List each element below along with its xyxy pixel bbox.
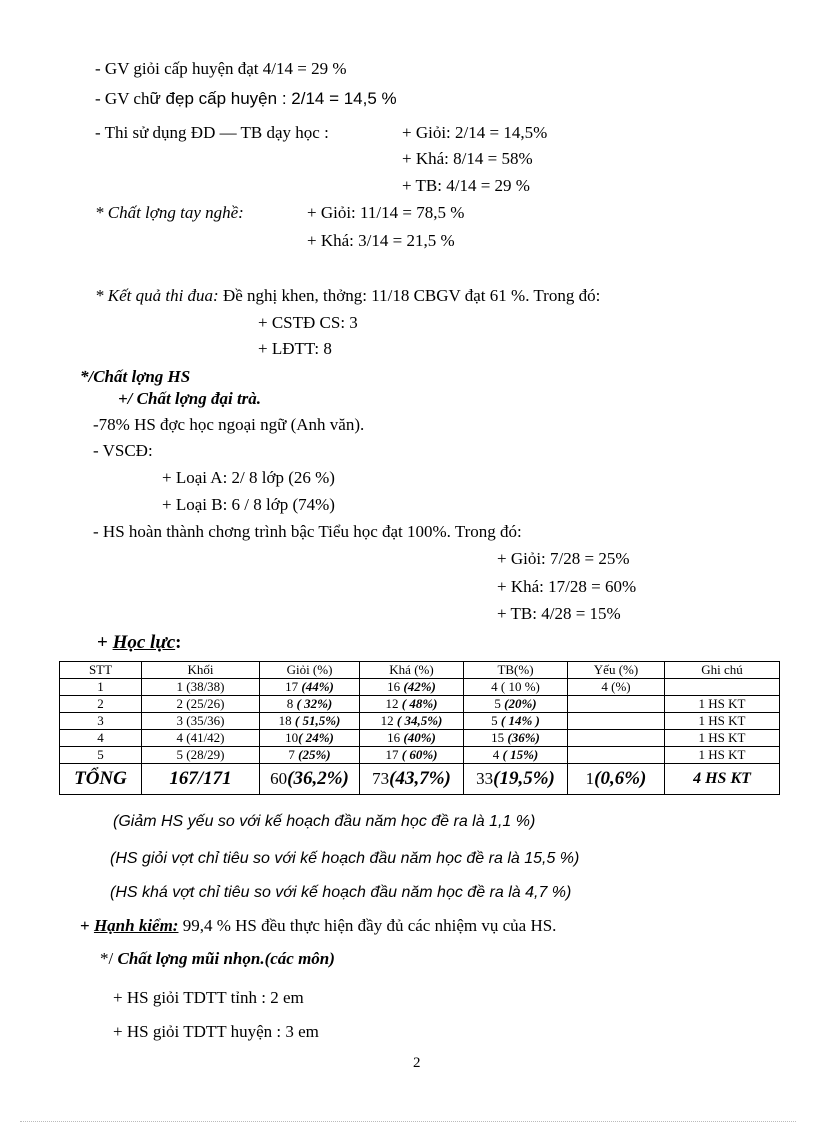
table-row bbox=[60, 730, 780, 747]
table-row bbox=[60, 713, 780, 730]
tb-cell bbox=[464, 747, 568, 764]
yeu-cell bbox=[568, 713, 665, 730]
thi-dua-label: * Kết quả thi đua: bbox=[95, 286, 219, 305]
kha-count: 16 bbox=[387, 730, 404, 745]
gioi-cell bbox=[260, 713, 360, 730]
tb-cell bbox=[464, 730, 568, 747]
total-kha-cell bbox=[360, 764, 464, 795]
page-bottom-rule bbox=[20, 1121, 796, 1122]
kha-percent: (40%) bbox=[403, 730, 436, 745]
stt-cell: 1 bbox=[60, 679, 142, 696]
total-tb-count: 33 bbox=[476, 769, 494, 788]
total-gioi-percent: (36,2%) bbox=[287, 768, 349, 789]
tay-nghe-kha: + Khá: 3/14 = 21,5 % bbox=[307, 231, 455, 250]
note-kha-vuot: (HS khá vợt chỉ tiêu so với kế hoạch đầu năm học đề ra là 4,7 %) bbox=[110, 884, 572, 901]
thi-dd-kha: + Khá: 8/14 = 58% bbox=[402, 149, 533, 168]
total-tb-percent: (19,5%) bbox=[493, 768, 555, 789]
kha-cell bbox=[360, 730, 464, 747]
total-gioi-cell bbox=[260, 764, 360, 795]
tb-count: 5 bbox=[491, 713, 501, 728]
chat-luong-hs-heading: */Chất lợng HS bbox=[80, 367, 191, 386]
gioi-cell bbox=[260, 696, 360, 713]
gioi-count: 10 bbox=[285, 730, 299, 745]
gioi-percent: ( 24%) bbox=[298, 730, 334, 745]
gioi-count: 7 bbox=[288, 747, 299, 762]
gv-gioi-line: - GV giỏi cấp huyện đạt 4/14 = 29 % bbox=[95, 59, 347, 78]
table-total-row bbox=[60, 764, 780, 795]
table-row bbox=[60, 679, 780, 696]
gioi-percent: ( 51,5%) bbox=[294, 713, 341, 728]
gv-chu-suffix: ữ đẹp cấp huyện : 2/14 = 14,5 % bbox=[149, 89, 397, 108]
header-cell: Khá (%) bbox=[360, 662, 464, 679]
hoc-luc-table bbox=[59, 661, 780, 795]
gioi-cell bbox=[260, 730, 360, 747]
mui-nhon-heading bbox=[100, 948, 335, 970]
mui-nhon-prefix: */ bbox=[100, 949, 118, 968]
header-cell: TB(%) bbox=[464, 662, 568, 679]
stt-cell: 5 bbox=[60, 747, 142, 764]
khoi-cell: 2 (25/26) bbox=[142, 696, 260, 713]
kha-cell bbox=[360, 679, 464, 696]
tdtt-tinh-line: + HS giỏi TDTT tỉnh : 2 em bbox=[113, 988, 304, 1007]
tb-count: 5 bbox=[494, 696, 505, 711]
header-cell: Khối bbox=[142, 662, 260, 679]
gioi-count: 17 bbox=[285, 679, 302, 694]
ghi-chu-cell: 1 HS KT bbox=[665, 713, 780, 730]
total-tb-cell bbox=[464, 764, 568, 795]
hoc-luc-heading bbox=[97, 632, 181, 654]
kha-percent: ( 60%) bbox=[401, 747, 438, 762]
yeu-cell bbox=[568, 696, 665, 713]
dai-tra-heading: +/ Chất lợng đại trà. bbox=[118, 389, 262, 408]
kha-percent: ( 48%) bbox=[401, 696, 438, 711]
tb-percent: ( 15%) bbox=[502, 747, 539, 762]
tdtt-huyen-line: + HS giỏi TDTT huyện : 3 em bbox=[113, 1022, 319, 1041]
kha-cell bbox=[360, 696, 464, 713]
mui-nhon-title: Chất lợng mũi nhọn.(các môn) bbox=[117, 949, 335, 968]
tb-cell bbox=[464, 713, 568, 730]
table-row bbox=[60, 696, 780, 713]
note-gioi-vuot: (HS giỏi vợt chỉ tiêu so với kế hoạch đầu năm học đề ra là 15,5 %) bbox=[110, 850, 580, 867]
ghi-chu-cell: 1 HS KT bbox=[665, 696, 780, 713]
hanh-kiem-text: 99,4 % HS đều thực hiện đầy đủ các nhiệm vụ của HS. bbox=[178, 916, 557, 935]
gioi-count: 18 bbox=[278, 713, 295, 728]
kha-count: 12 bbox=[380, 713, 397, 728]
ht-tb-line: + TB: 4/28 = 15% bbox=[497, 604, 621, 623]
tb-count: 4 bbox=[491, 679, 501, 694]
tb-percent: (36%) bbox=[507, 730, 540, 745]
kha-cell bbox=[360, 747, 464, 764]
tb-cell bbox=[464, 679, 568, 696]
ghi-chu-cell: 1 HS KT bbox=[665, 730, 780, 747]
gioi-count: 8 bbox=[286, 696, 297, 711]
ht-kha-line: + Khá: 17/28 = 60% bbox=[497, 577, 637, 596]
loai-b-line: + Loại B: 6 / 8 lớp (74%) bbox=[162, 495, 335, 514]
kha-count: 17 bbox=[385, 747, 402, 762]
kha-count: 16 bbox=[387, 679, 404, 694]
header-cell: Ghi chú bbox=[665, 662, 780, 679]
yeu-cell bbox=[568, 730, 665, 747]
tb-percent: ( 14% ) bbox=[500, 713, 540, 728]
yeu-cell bbox=[568, 747, 665, 764]
kha-count: 12 bbox=[385, 696, 402, 711]
kha-percent: (42%) bbox=[403, 679, 436, 694]
gv-chu-dep-line bbox=[95, 88, 397, 110]
kha-cell bbox=[360, 713, 464, 730]
khoi-cell: 5 (28/29) bbox=[142, 747, 260, 764]
hoc-luc-title: Học lực bbox=[112, 632, 176, 653]
khoi-cell: 3 (35/36) bbox=[142, 713, 260, 730]
total-yeu-percent: (0,6%) bbox=[594, 768, 647, 789]
total-gioi-count: 60 bbox=[270, 769, 288, 788]
gioi-cell bbox=[260, 679, 360, 696]
hanh-kiem-line bbox=[80, 915, 556, 937]
khoi-cell: 1 (38/38) bbox=[142, 679, 260, 696]
gioi-percent: (25%) bbox=[298, 747, 331, 762]
cstd-line: + CSTĐ CS: 3 bbox=[258, 313, 358, 332]
total-yeu-cell bbox=[568, 764, 665, 795]
ghi-chu-cell: 1 HS KT bbox=[665, 747, 780, 764]
total-khoi-cell: 167/171 bbox=[142, 764, 260, 795]
page-number: 2 bbox=[413, 1055, 421, 1071]
tb-percent: (20%) bbox=[504, 696, 537, 711]
tb-count: 15 bbox=[491, 730, 508, 745]
hanh-kiem-plus: + bbox=[80, 916, 94, 935]
thi-dua-text: Đề nghị khen, thởng: 11/18 CBGV đạt 61 %. Trong đó: bbox=[218, 286, 601, 305]
tay-nghe-label: * Chất lợng tay nghề: bbox=[95, 203, 244, 222]
thi-dd-gioi: + Giỏi: 2/14 = 14,5% bbox=[402, 123, 548, 142]
thi-dua-line bbox=[95, 285, 600, 307]
tb-cell bbox=[464, 696, 568, 713]
kha-percent: ( 34,5%) bbox=[396, 713, 443, 728]
total-ghi-chu-cell: 4 HS KT bbox=[665, 764, 780, 795]
header-cell: Giỏi (%) bbox=[260, 662, 360, 679]
table-row bbox=[60, 747, 780, 764]
vscd-line: - VSCĐ: bbox=[93, 441, 153, 460]
hoc-luc-colon: : bbox=[175, 632, 182, 653]
tb-percent: ( 10 %) bbox=[500, 679, 540, 694]
total-kha-count: 73 bbox=[372, 769, 390, 788]
header-cell: STT bbox=[60, 662, 142, 679]
gioi-percent: (44%) bbox=[301, 679, 334, 694]
total-kha-percent: (43,7%) bbox=[389, 768, 451, 789]
thi-dd-tb: + TB: 4/14 = 29 % bbox=[402, 176, 530, 195]
ht-gioi-line: + Giỏi: 7/28 = 25% bbox=[497, 549, 630, 568]
gioi-cell bbox=[260, 747, 360, 764]
table-header-row bbox=[60, 662, 780, 679]
loai-a-line: + Loại A: 2/ 8 lớp (26 %) bbox=[162, 468, 335, 487]
note-giam-yeu: (Giảm HS yếu so với kế hoạch đầu năm học đề ra là 1,1 %) bbox=[113, 813, 536, 830]
ghi-chu-cell bbox=[665, 679, 780, 696]
ngoai-ngu-line: -78% HS đợc học ngoại ngữ (Anh văn). bbox=[93, 415, 365, 434]
stt-cell: 3 bbox=[60, 713, 142, 730]
hanh-kiem-label: Hạnh kiểm: bbox=[93, 916, 179, 935]
tay-nghe-gioi: + Giỏi: 11/14 = 78,5 % bbox=[307, 203, 465, 222]
ldtt-line: + LĐTT: 8 bbox=[258, 339, 332, 358]
khoi-cell: 4 (41/42) bbox=[142, 730, 260, 747]
hoc-luc-plus: + bbox=[97, 632, 113, 653]
thi-dd-label: - Thi sử dụng ĐD — TB dạy học : bbox=[95, 123, 329, 142]
gioi-percent: ( 32%) bbox=[296, 696, 333, 711]
tb-count: 4 bbox=[492, 747, 503, 762]
total-label-cell: TỔNG bbox=[60, 764, 142, 795]
total-yeu-count: 1 bbox=[585, 769, 595, 788]
stt-cell: 2 bbox=[60, 696, 142, 713]
stt-cell: 4 bbox=[60, 730, 142, 747]
yeu-cell: 4 (%) bbox=[568, 679, 665, 696]
hoan-thanh-line: - HS hoàn thành chơng trình bậc Tiểu học đạt 100%. Trong đó: bbox=[93, 522, 522, 541]
gv-chu-prefix: - GV ch bbox=[95, 89, 150, 108]
header-cell: Yếu (%) bbox=[568, 662, 665, 679]
